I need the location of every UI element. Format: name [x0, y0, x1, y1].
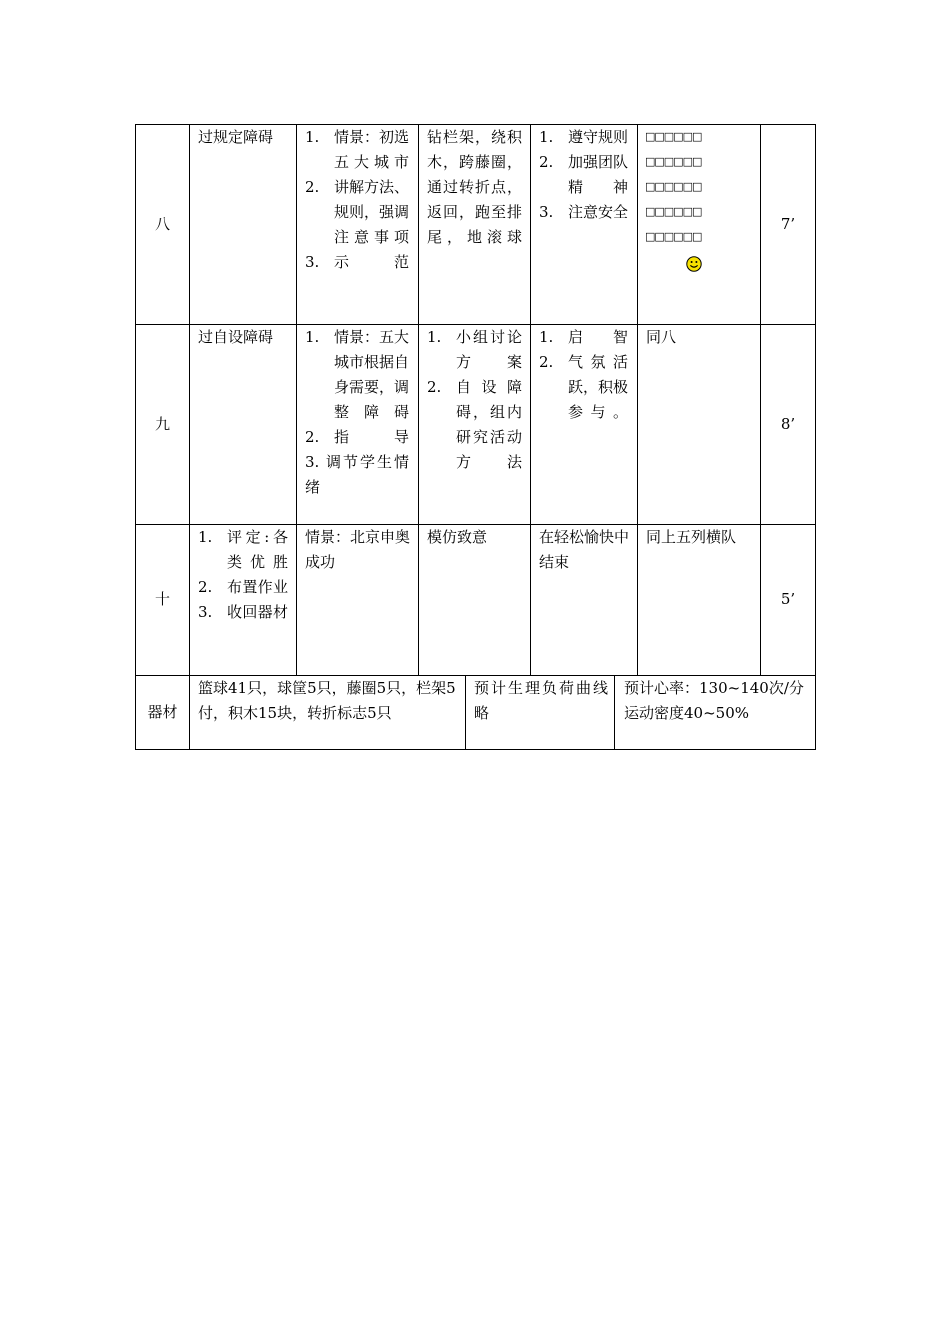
list-item: 3. 调节学生情绪 [305, 453, 409, 496]
formation-cell: 同八 [646, 328, 677, 346]
col-divider-4 [530, 124, 531, 675]
equipment-list: 篮球41只，球筐5只，藤圈5只，栏架5付，积木15块，转折标志5只 [198, 679, 456, 722]
row-number: 九 [154, 415, 170, 433]
list-item: 遵守规则 [568, 128, 629, 146]
list-item: 指导 [334, 428, 409, 446]
time-cell: 7’ [780, 215, 796, 233]
smiley-face-icon [686, 256, 702, 272]
load-curve-note: 略 [474, 704, 490, 722]
equipment-label: 器材 [147, 703, 178, 721]
table-border-bottom [135, 749, 816, 750]
footer-divider-2 [614, 675, 615, 750]
table-border-right [815, 124, 816, 750]
heart-rate-text: 预计心率：130~140次/分 [624, 679, 804, 697]
list-item: 布置作业 [227, 578, 288, 596]
teacher-activity-cell: 1. 情景：五大城市根据自身需要，调整障碍 2. 指导 3. 调节学生情绪 [305, 325, 409, 500]
col-divider-5 [637, 124, 638, 675]
list-item: 小组讨论方案 [456, 328, 522, 371]
col-divider-1 [189, 124, 190, 750]
goals-cell: 1. 遵守规则 2. 加强团队精神 3. 注意安全 [539, 128, 629, 221]
footer-divider-1 [465, 675, 466, 750]
list-item: 收回器材 [227, 603, 288, 621]
row-number: 十 [154, 590, 170, 608]
intensity-cell [624, 676, 812, 726]
col-divider-3 [418, 124, 419, 675]
load-curve-cell [474, 676, 608, 726]
formation-row: □□□□□□ [645, 230, 702, 243]
content-cell: 过规定障碍 [198, 128, 274, 146]
col-divider-2 [296, 124, 297, 675]
exercise-density-text: 运动密度40~50% [624, 704, 749, 722]
row-number: 八 [154, 215, 170, 233]
list-item: 讲解方法、规则，强调注意事项 [334, 178, 410, 246]
content-cell: 1. 评定:各类优胜 2. 布置作业 3. 收回器材 [198, 528, 288, 621]
formation-row: □□□□□□ [645, 155, 702, 168]
teacher-activity-cell: 1. 情景：初选五大城市 2. 讲解方法、规则，强调注意事项 3. 示范 [305, 128, 410, 271]
student-activity-cell: 钻栏架，绕积木，跨藤圈，通过转折点，返回，跑至排尾，地滚球 [427, 128, 522, 246]
formation-row: □□□□□□ [645, 205, 702, 218]
list-item: 示范 [334, 253, 409, 271]
list-item: 注意安全 [568, 203, 629, 221]
time-cell: 8’ [780, 415, 796, 433]
list-item: 加强团队精神 [568, 153, 629, 196]
list-item: 情景：初选五大城市 [334, 128, 410, 171]
load-curve-label: 预计生理负荷曲线 [474, 679, 608, 697]
formation-row: □□□□□□ [645, 180, 702, 193]
time-cell: 5’ [780, 590, 796, 608]
list-item: 自设障碍，组内研究活动方法 [456, 378, 522, 471]
formation-row: □□□□□□ [645, 130, 702, 143]
list-item: 情景：五大城市根据自身需要，调整障碍 [334, 328, 410, 421]
goals-cell: 在轻松愉快中结束 [539, 528, 630, 571]
formation-diagram [645, 124, 755, 249]
content-cell: 过自设障碍 [198, 328, 274, 346]
goals-cell: 1. 启智 2. 气氛活跃，积极参与。 [539, 328, 629, 421]
teacher-activity-cell: 情景：北京申奥成功 [305, 528, 411, 571]
list-item: 评定:各类优胜 [227, 528, 288, 571]
student-activity-cell: 1. 小组讨论方案 2. 自设障碍，组内研究活动方法 [427, 328, 522, 471]
list-item: 启智 [568, 328, 628, 346]
student-activity-cell: 模仿致意 [427, 528, 488, 546]
list-item: 气氛活跃，积极参与。 [568, 353, 629, 421]
formation-cell: 同上五列横队 [646, 528, 737, 546]
